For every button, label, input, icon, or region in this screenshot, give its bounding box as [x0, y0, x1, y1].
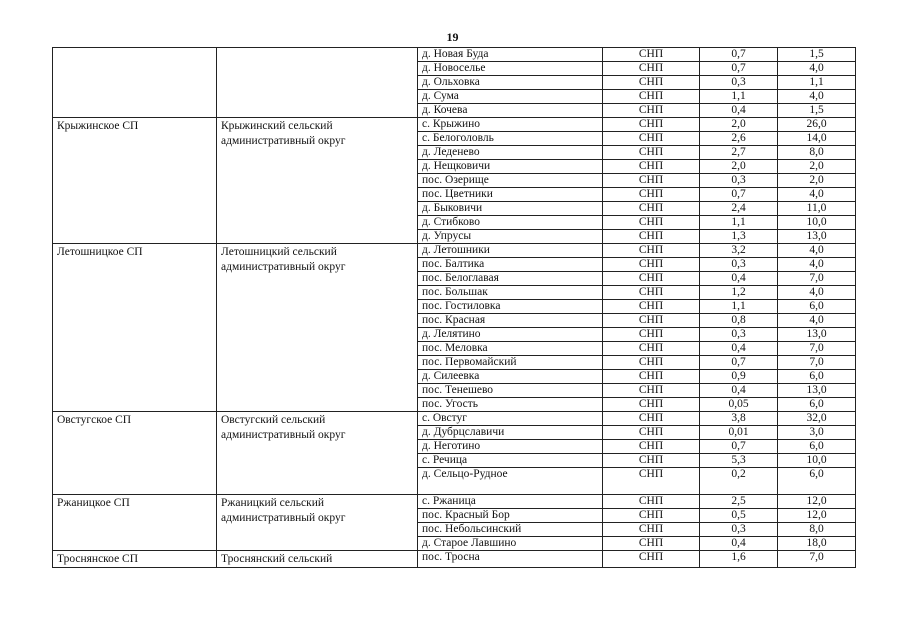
locality-name-cell: с. Ржаница [418, 495, 603, 509]
locality-name-cell: пос. Красная [418, 314, 603, 328]
locality-type-cell: СНП [603, 523, 700, 537]
locality-type-cell: СНП [603, 146, 700, 160]
locality-type-cell: СНП [603, 118, 700, 132]
locality-name-cell: д. Старое Лавшино [418, 537, 603, 551]
value-1-cell: 3,2 [700, 244, 778, 258]
value-1-cell: 0,4 [700, 342, 778, 356]
locality-type-cell: СНП [603, 537, 700, 551]
value-2-cell: 1,1 [778, 76, 856, 90]
locality-type-cell: СНП [603, 398, 700, 412]
locality-name-cell: д. Сума [418, 90, 603, 104]
locality-name-cell: пос. Первомайский [418, 356, 603, 370]
value-2-cell: 6,0 [778, 398, 856, 412]
locality-name-cell: пос. Большак [418, 286, 603, 300]
value-1-cell: 0,7 [700, 188, 778, 202]
value-2-cell: 7,0 [778, 551, 856, 568]
value-1-cell: 0,7 [700, 440, 778, 454]
locality-type-cell: СНП [603, 216, 700, 230]
value-1-cell: 1,6 [700, 551, 778, 568]
locality-type-cell: СНП [603, 468, 700, 495]
value-2-cell: 6,0 [778, 370, 856, 384]
locality-name-cell: д. Кочева [418, 104, 603, 118]
admin-okrug-cell: Ржаницкий сельский административный округ [217, 495, 418, 551]
table-row [53, 48, 856, 62]
value-2-cell: 7,0 [778, 356, 856, 370]
value-2-cell: 14,0 [778, 132, 856, 146]
admin-okrug-cell: Троснянский сельский [217, 551, 418, 568]
locality-name-cell: пос. Красный Бор [418, 509, 603, 523]
settlement-sp-cell: Ржаницкое СП [53, 495, 217, 551]
settlement-sp-cell: Овстугское СП [53, 412, 217, 495]
locality-type-cell: СНП [603, 328, 700, 342]
table-row [53, 551, 856, 568]
locality-name-cell: пос. Цветники [418, 188, 603, 202]
locality-name-cell: пос. Озерище [418, 174, 603, 188]
locality-name-cell: д. Силеевка [418, 370, 603, 384]
locality-name-cell: с. Овстуг [418, 412, 603, 426]
locality-name-cell: д. Быковичи [418, 202, 603, 216]
value-1-cell: 1,1 [700, 90, 778, 104]
value-1-cell: 0,3 [700, 523, 778, 537]
value-1-cell: 0,4 [700, 537, 778, 551]
value-1-cell: 0,2 [700, 468, 778, 495]
settlement-sp-cell: Троснянское СП [53, 551, 217, 568]
table-row [53, 118, 856, 132]
value-1-cell: 0,5 [700, 509, 778, 523]
value-2-cell: 13,0 [778, 384, 856, 398]
value-2-cell: 26,0 [778, 118, 856, 132]
locality-type-cell: СНП [603, 551, 700, 568]
locality-name-cell: пос. Балтика [418, 258, 603, 272]
value-2-cell: 2,0 [778, 160, 856, 174]
locality-name-cell: д. Леденево [418, 146, 603, 160]
locality-type-cell: СНП [603, 342, 700, 356]
settlement-sp-cell [53, 48, 217, 118]
admin-okrug-cell [217, 48, 418, 118]
locality-name-cell: пос. Тенешево [418, 384, 603, 398]
locality-name-cell: пос. Небольсинский [418, 523, 603, 537]
value-1-cell: 2,0 [700, 118, 778, 132]
table-row [53, 495, 856, 509]
value-2-cell: 3,0 [778, 426, 856, 440]
value-1-cell: 0,4 [700, 272, 778, 286]
locality-type-cell: СНП [603, 174, 700, 188]
value-2-cell: 7,0 [778, 272, 856, 286]
value-2-cell: 18,0 [778, 537, 856, 551]
locality-name-cell: д. Новоселье [418, 62, 603, 76]
locality-type-cell: СНП [603, 188, 700, 202]
value-1-cell: 0,3 [700, 174, 778, 188]
value-1-cell: 0,7 [700, 48, 778, 62]
value-1-cell: 3,8 [700, 412, 778, 426]
table-row [53, 244, 856, 258]
locality-name-cell: пос. Меловка [418, 342, 603, 356]
locality-name-cell: с. Белоголовль [418, 132, 603, 146]
value-1-cell: 0,7 [700, 62, 778, 76]
value-2-cell: 8,0 [778, 523, 856, 537]
admin-okrug-cell: Крыжинский сельский административный округ [217, 118, 418, 244]
locality-type-cell: СНП [603, 244, 700, 258]
settlement-sp-cell: Летошницкое СП [53, 244, 217, 412]
locality-name-cell: д. Дубрцславичи [418, 426, 603, 440]
locality-type-cell: СНП [603, 272, 700, 286]
value-1-cell: 2,6 [700, 132, 778, 146]
value-1-cell: 1,2 [700, 286, 778, 300]
value-1-cell: 0,01 [700, 426, 778, 440]
value-1-cell: 0,3 [700, 76, 778, 90]
locality-name-cell: пос. Гостиловка [418, 300, 603, 314]
table-row [53, 412, 856, 426]
value-1-cell: 2,4 [700, 202, 778, 216]
value-1-cell: 0,7 [700, 356, 778, 370]
locality-type-cell: СНП [603, 76, 700, 90]
value-1-cell: 2,0 [700, 160, 778, 174]
locality-type-cell: СНП [603, 300, 700, 314]
value-2-cell: 12,0 [778, 495, 856, 509]
value-2-cell: 1,5 [778, 104, 856, 118]
locality-type-cell: СНП [603, 440, 700, 454]
locality-type-cell: СНП [603, 286, 700, 300]
value-2-cell: 10,0 [778, 216, 856, 230]
value-1-cell: 0,8 [700, 314, 778, 328]
locality-name-cell: с. Речица [418, 454, 603, 468]
value-1-cell: 2,5 [700, 495, 778, 509]
value-1-cell: 0,4 [700, 104, 778, 118]
locality-type-cell: СНП [603, 370, 700, 384]
value-2-cell: 13,0 [778, 328, 856, 342]
locality-type-cell: СНП [603, 90, 700, 104]
value-2-cell: 6,0 [778, 300, 856, 314]
table-body [53, 48, 856, 568]
locality-type-cell: СНП [603, 426, 700, 440]
value-1-cell: 0,9 [700, 370, 778, 384]
page-number: 19 [446, 30, 459, 44]
value-1-cell: 0,3 [700, 328, 778, 342]
locality-type-cell: СНП [603, 202, 700, 216]
locality-type-cell: СНП [603, 314, 700, 328]
locality-name-cell: с. Крыжино [418, 118, 603, 132]
locality-name-cell: д. Лелятино [418, 328, 603, 342]
value-1-cell: 0,3 [700, 258, 778, 272]
locality-name-cell: пос. Угость [418, 398, 603, 412]
admin-okrug-cell: Овстугский сельский административный округ [217, 412, 418, 495]
locality-name-cell: д. Ольховка [418, 76, 603, 90]
locality-type-cell: СНП [603, 230, 700, 244]
value-2-cell: 4,0 [778, 244, 856, 258]
locality-type-cell: СНП [603, 48, 700, 62]
locality-name-cell: д. Упрусы [418, 230, 603, 244]
value-2-cell: 1,5 [778, 48, 856, 62]
value-2-cell: 32,0 [778, 412, 856, 426]
value-2-cell: 8,0 [778, 146, 856, 160]
locality-name-cell: д. Стибково [418, 216, 603, 230]
locality-name-cell: пос. Белоглавая [418, 272, 603, 286]
value-1-cell: 5,3 [700, 454, 778, 468]
locality-name-cell: д. Сельцо-Рудное [418, 468, 603, 495]
locality-type-cell: СНП [603, 509, 700, 523]
value-2-cell: 12,0 [778, 509, 856, 523]
value-2-cell: 4,0 [778, 258, 856, 272]
locality-type-cell: СНП [603, 258, 700, 272]
settlements-table [52, 47, 856, 568]
locality-name-cell: д. Новая Буда [418, 48, 603, 62]
value-1-cell: 1,3 [700, 230, 778, 244]
admin-okrug-cell: Летошницкий сельский административный округ [217, 244, 418, 412]
value-2-cell: 2,0 [778, 174, 856, 188]
locality-type-cell: СНП [603, 384, 700, 398]
locality-name-cell: д. Нещковичи [418, 160, 603, 174]
value-2-cell: 7,0 [778, 342, 856, 356]
value-2-cell: 4,0 [778, 286, 856, 300]
locality-type-cell: СНП [603, 454, 700, 468]
value-1-cell: 1,1 [700, 216, 778, 230]
locality-type-cell: СНП [603, 160, 700, 174]
locality-type-cell: СНП [603, 412, 700, 426]
value-1-cell: 2,7 [700, 146, 778, 160]
value-1-cell: 0,05 [700, 398, 778, 412]
settlement-sp-cell: Крыжинское СП [53, 118, 217, 244]
value-2-cell: 4,0 [778, 62, 856, 76]
value-1-cell: 0,4 [700, 384, 778, 398]
locality-type-cell: СНП [603, 356, 700, 370]
value-2-cell: 4,0 [778, 314, 856, 328]
locality-name-cell: д. Неготино [418, 440, 603, 454]
value-2-cell: 4,0 [778, 90, 856, 104]
value-2-cell: 6,0 [778, 468, 856, 495]
locality-type-cell: СНП [603, 62, 700, 76]
locality-type-cell: СНП [603, 104, 700, 118]
locality-type-cell: СНП [603, 495, 700, 509]
value-1-cell: 1,1 [700, 300, 778, 314]
value-2-cell: 13,0 [778, 230, 856, 244]
value-2-cell: 4,0 [778, 188, 856, 202]
value-2-cell: 6,0 [778, 440, 856, 454]
locality-name-cell: д. Летошники [418, 244, 603, 258]
value-2-cell: 11,0 [778, 202, 856, 216]
locality-type-cell: СНП [603, 132, 700, 146]
value-2-cell: 10,0 [778, 454, 856, 468]
locality-name-cell: пос. Тросна [418, 551, 603, 568]
